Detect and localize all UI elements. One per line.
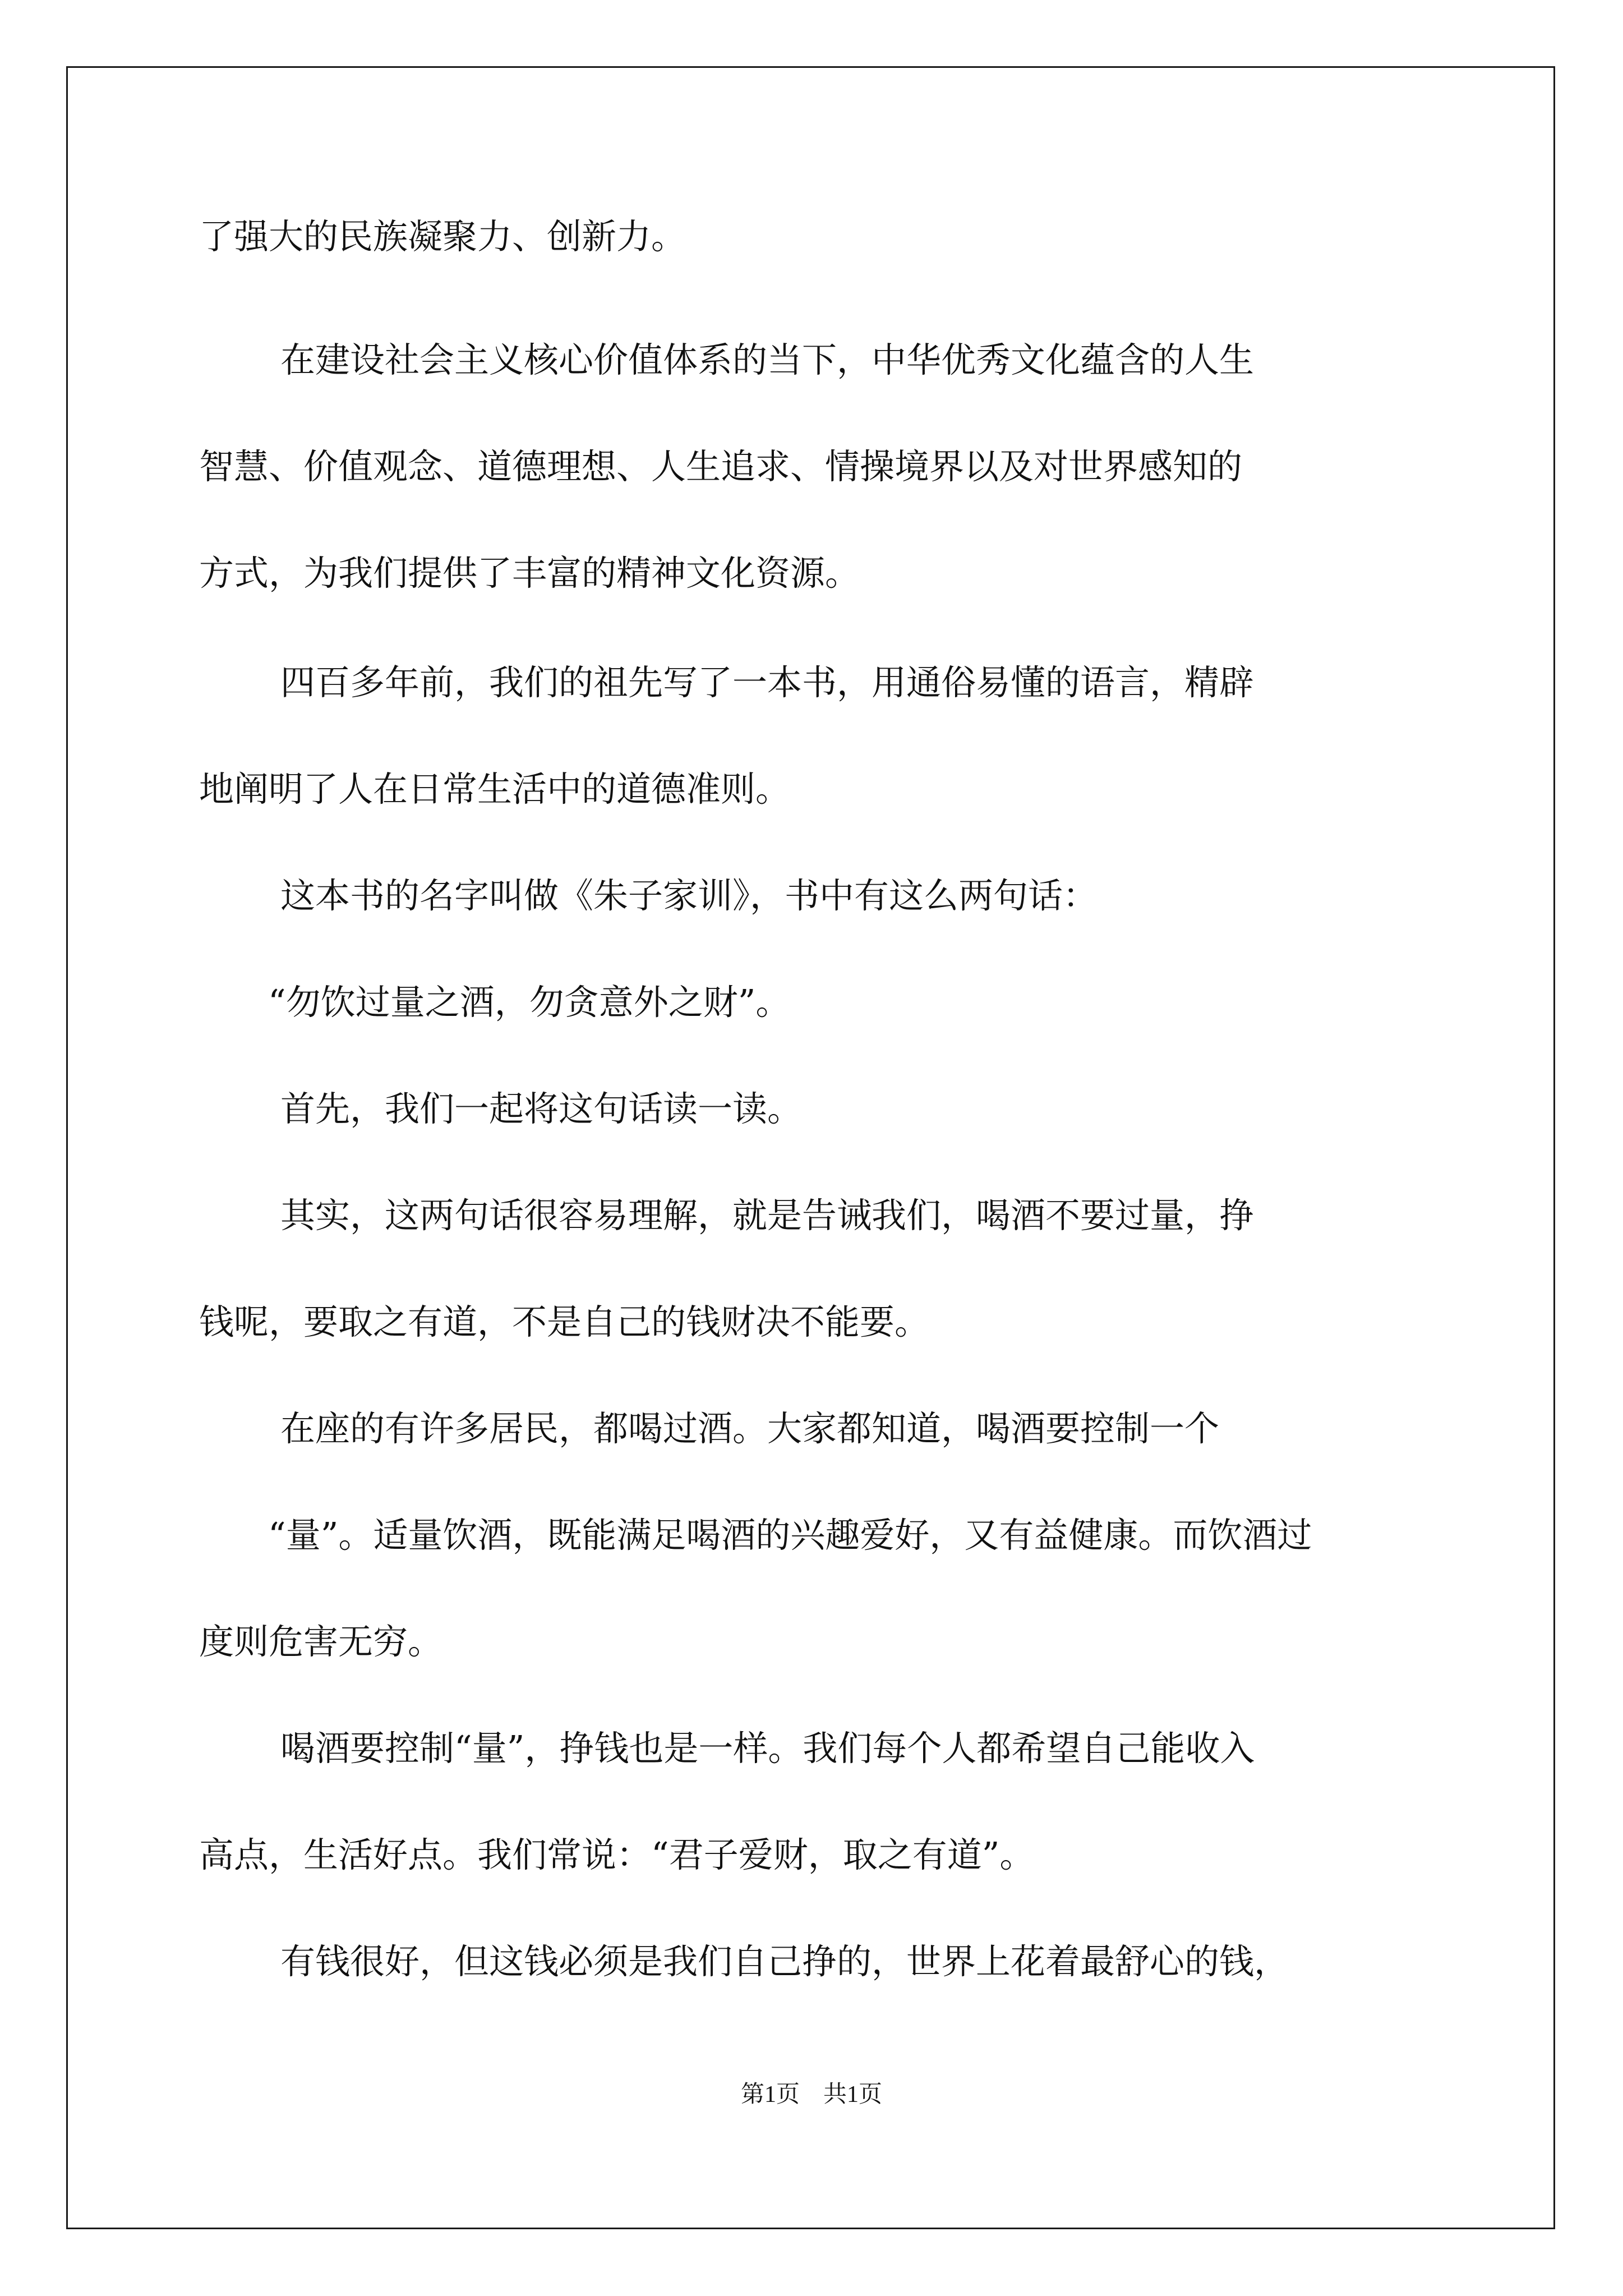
page-border (66, 66, 1555, 2229)
paragraph-first-line: 首先，我们一起将这句话读一读。 (280, 1088, 803, 1129)
page-number-footer: 第1页 共1页 (740, 2082, 882, 2108)
paragraph-first-line: 在座的有许多居民，都喝过酒。大家都知道，喝酒要控制一个 (280, 1408, 1220, 1449)
body-text-line: 高点，生活好点。我们常说：“君子爱财，取之有道”。 (199, 1834, 1035, 1875)
body-text-line: “量”。适量饮酒，既能满足喝酒的兴趣爱好，又有益健康。而饮酒过 (268, 1515, 1312, 1556)
body-text-line: 钱呢，要取之有道，不是自己的钱财决不能要。 (199, 1301, 930, 1342)
body-text-line: 智慧、价值观念、道德理想、人生追求、情操境界以及对世界感知的 (199, 446, 1243, 487)
body-text-line: 度则危害无穷。 (199, 1621, 443, 1662)
body-text-line: 地阐明了人在日常生活中的道德准则。 (199, 769, 791, 809)
paragraph-first-line: 在建设社会主义核心价值体系的当下，中华优秀文化蕴含的人生 (280, 339, 1255, 380)
paragraph-first-line: 这本书的名字叫做《朱子家训》，书中有这么两句话： (280, 875, 1098, 916)
quote-line: “勿饮过量之酒，勿贪意外之财”。 (268, 982, 791, 1023)
paragraph-first-line: 四百多年前，我们的祖先写了一本书，用通俗易懂的语言，精辟 (280, 662, 1255, 703)
paragraph-first-line: 有钱很好，但这钱必须是我们自己挣的，世界上花着最舒心的钱， (280, 1941, 1289, 1982)
paragraph-first-line: 喝酒要控制“量”，挣钱也是一样。我们每个人都希望自己能收入 (280, 1728, 1255, 1769)
paragraph-first-line: 其实，这两句话很容易理解，就是告诫我们，喝酒不要过量，挣 (280, 1195, 1255, 1236)
body-text-line: 方式，为我们提供了丰富的精神文化资源。 (199, 553, 860, 593)
body-text-line: 了强大的民族凝聚力、创新力。 (199, 216, 686, 257)
